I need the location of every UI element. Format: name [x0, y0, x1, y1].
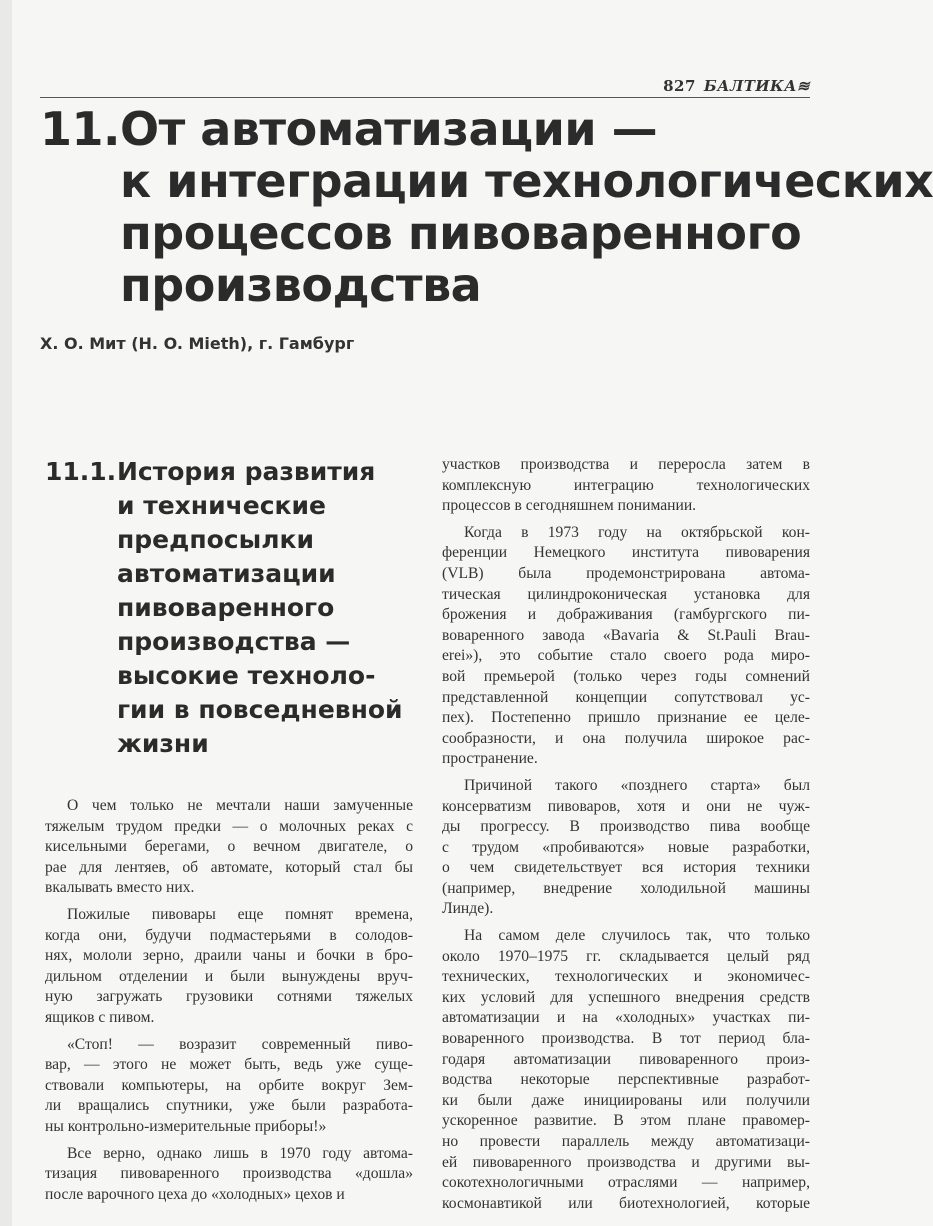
text-line: ящиков с пивом. [45, 1008, 155, 1026]
text-line: Линде). [442, 900, 494, 918]
text-line: ей пивоваренного производства и другими вы- [442, 1153, 810, 1171]
text-line: ствовали компьютеры, на орбите вокруг Зем- [45, 1076, 413, 1094]
text-line: сокотехнологичными отраслями — например, [442, 1174, 810, 1192]
text-line: (например, внедрение холодильной машины [442, 879, 810, 897]
text-line: космонавтикой или биотехнологией, которые [442, 1194, 810, 1212]
text-line: рае для лентяев, об автомате, который стал бы [45, 858, 413, 876]
paragraph [442, 926, 810, 1214]
text-line: ны контрольно-измерительные приборы!» [45, 1117, 327, 1135]
text-line: Пожилые пивовары еще помнят времена, [67, 905, 413, 923]
text-line: Когда в 1973 году на октябрьской кон- [464, 523, 810, 541]
running-head-text [663, 77, 810, 95]
text-line: участков производства и переросла затем в [442, 456, 810, 473]
body-column-right [442, 455, 810, 1214]
text-line: Причиной такого «позднего старта» был [464, 776, 810, 794]
text-line: когда они, будучи подмастерьями в солодов- [45, 926, 413, 944]
text-line: ки были даже инициированы или получили [442, 1091, 810, 1109]
chapter-title-line: 11.От автоматизации — [40, 102, 658, 156]
text-line: вар, — этого не может быть, ведь уже суще- [45, 1056, 413, 1074]
text-line: консерватизм пивоваров, хотя и они не чуж- [442, 797, 810, 815]
paragraph [442, 455, 810, 517]
text-line: воваренного производства. В тот период бла- [442, 1030, 810, 1048]
text-line: ускоренное развитие. В этом плане правомер- [442, 1112, 810, 1130]
section-title-line: автоматизации [117, 559, 336, 588]
text-line: годаря автоматизации пивоваренного произ- [442, 1050, 810, 1068]
text-line: вкалывать вместо них. [45, 879, 195, 897]
running-head [40, 73, 810, 98]
text-line: вой премьерой (только через годы сомнений [442, 667, 810, 685]
text-line: процессов в сегодняшнем понимании. [442, 497, 697, 515]
section-title [45, 455, 425, 761]
paragraph [45, 1035, 413, 1138]
text-line: комплексную интеграцию технологических [442, 476, 810, 494]
chapter-title-line: процессов пивоваренного [120, 206, 802, 260]
text-line: дильном отделении и были вынуждены вруч- [45, 967, 413, 985]
text-line: Все верно, однако лишь в 1970 году автома- [67, 1144, 413, 1162]
section-title-line: предпосылки [117, 525, 314, 554]
text-line: сообразности, и она получила широкое рас- [442, 729, 810, 747]
text-line: «Стоп! — возразит современный пиво- [67, 1035, 413, 1053]
author-line: Х. О. Мит (H. O. Mieth), г. Гамбург [40, 334, 355, 353]
text-line: На самом деле случилось так, что только [464, 927, 810, 945]
section-title-text [117, 455, 425, 761]
body-column-left [45, 796, 413, 1205]
chapter-title-line: производства [120, 258, 482, 312]
paragraph [442, 523, 810, 770]
page-number: 827 [663, 77, 696, 95]
section-number: 11.1. [45, 457, 117, 486]
text-line: воваренного завода «Bavaria & St.Pauli Brau- [442, 626, 810, 644]
section-title-line: производства — [117, 627, 351, 656]
text-line: тическая цилиндроконическая установка для [442, 585, 810, 603]
text-line: тяжелым трудом предки — о молочных реках с [45, 817, 413, 835]
text-line: ких условий для успешного внедрения средств [442, 988, 810, 1006]
section-title-line: пивоваренного [117, 593, 335, 622]
text-line: после варочного цеха до «холодных» цехов и [45, 1185, 345, 1203]
text-line: пех). Постепенно пришло признание ее целе- [442, 709, 810, 727]
text-line: брожения и дображивания (гамбургского пи- [442, 606, 810, 624]
text-line: (VLB) была продемонстрирована автома- [442, 564, 810, 582]
text-line: ды прогрессу. В производство пива вообще [442, 818, 810, 836]
text-line: пространение. [442, 750, 538, 768]
section-title-line: гии в повседневной [117, 695, 403, 724]
chapter-title [40, 102, 933, 312]
text-line: erei»), это событие стало своего рода миро- [442, 647, 810, 665]
text-line: ли вращались спутники, уже были разработа- [45, 1097, 413, 1115]
text-line: около 1970–1975 гг. складывается целый ряд [442, 947, 810, 965]
brand-logo: БАЛТИКА≋ [703, 77, 810, 95]
text-line: тизация пивоваренного производства «дошла» [45, 1165, 413, 1183]
text-line: но провести параллель между автоматизаци- [442, 1133, 810, 1150]
text-line: нях, мололи зерно, драили чаны и бочки в бро- [45, 947, 413, 965]
paragraph [45, 905, 413, 1029]
text-line: технических, технологических и экономичес- [442, 968, 810, 986]
paragraph [442, 776, 810, 920]
text-line: ную загружать грузовики сотнями тяжелых [45, 988, 413, 1006]
text-line: с трудом «пробиваются» новые разработки, [442, 838, 810, 856]
paragraph [45, 796, 413, 899]
text-line: о чем свидетельствует вся история техники [442, 859, 810, 877]
paragraph [45, 1144, 413, 1206]
section-title-line: История развития [117, 457, 376, 486]
section-title-line: жизни [117, 729, 209, 758]
text-line: автоматизации и на «холодных» участках пи- [442, 1009, 810, 1027]
text-line: ференции Немецкого института пивоварения [442, 544, 810, 562]
text-line: представленной концепции сопутствовал ус- [442, 688, 810, 706]
chapter-title-line: к интеграции технологических [120, 154, 933, 208]
text-line: О чем только не мечтали наши замученные [67, 797, 413, 814]
section-title-line: и технические [117, 491, 326, 520]
page-edge [0, 0, 12, 1226]
chapter-number: 11. [40, 102, 120, 156]
text-line: кисельными берегами, о вечном двигателе, о [45, 838, 413, 856]
text-line: водства некоторые перспективные разработ- [442, 1071, 810, 1089]
section-title-line: высокие техноло- [117, 661, 376, 690]
